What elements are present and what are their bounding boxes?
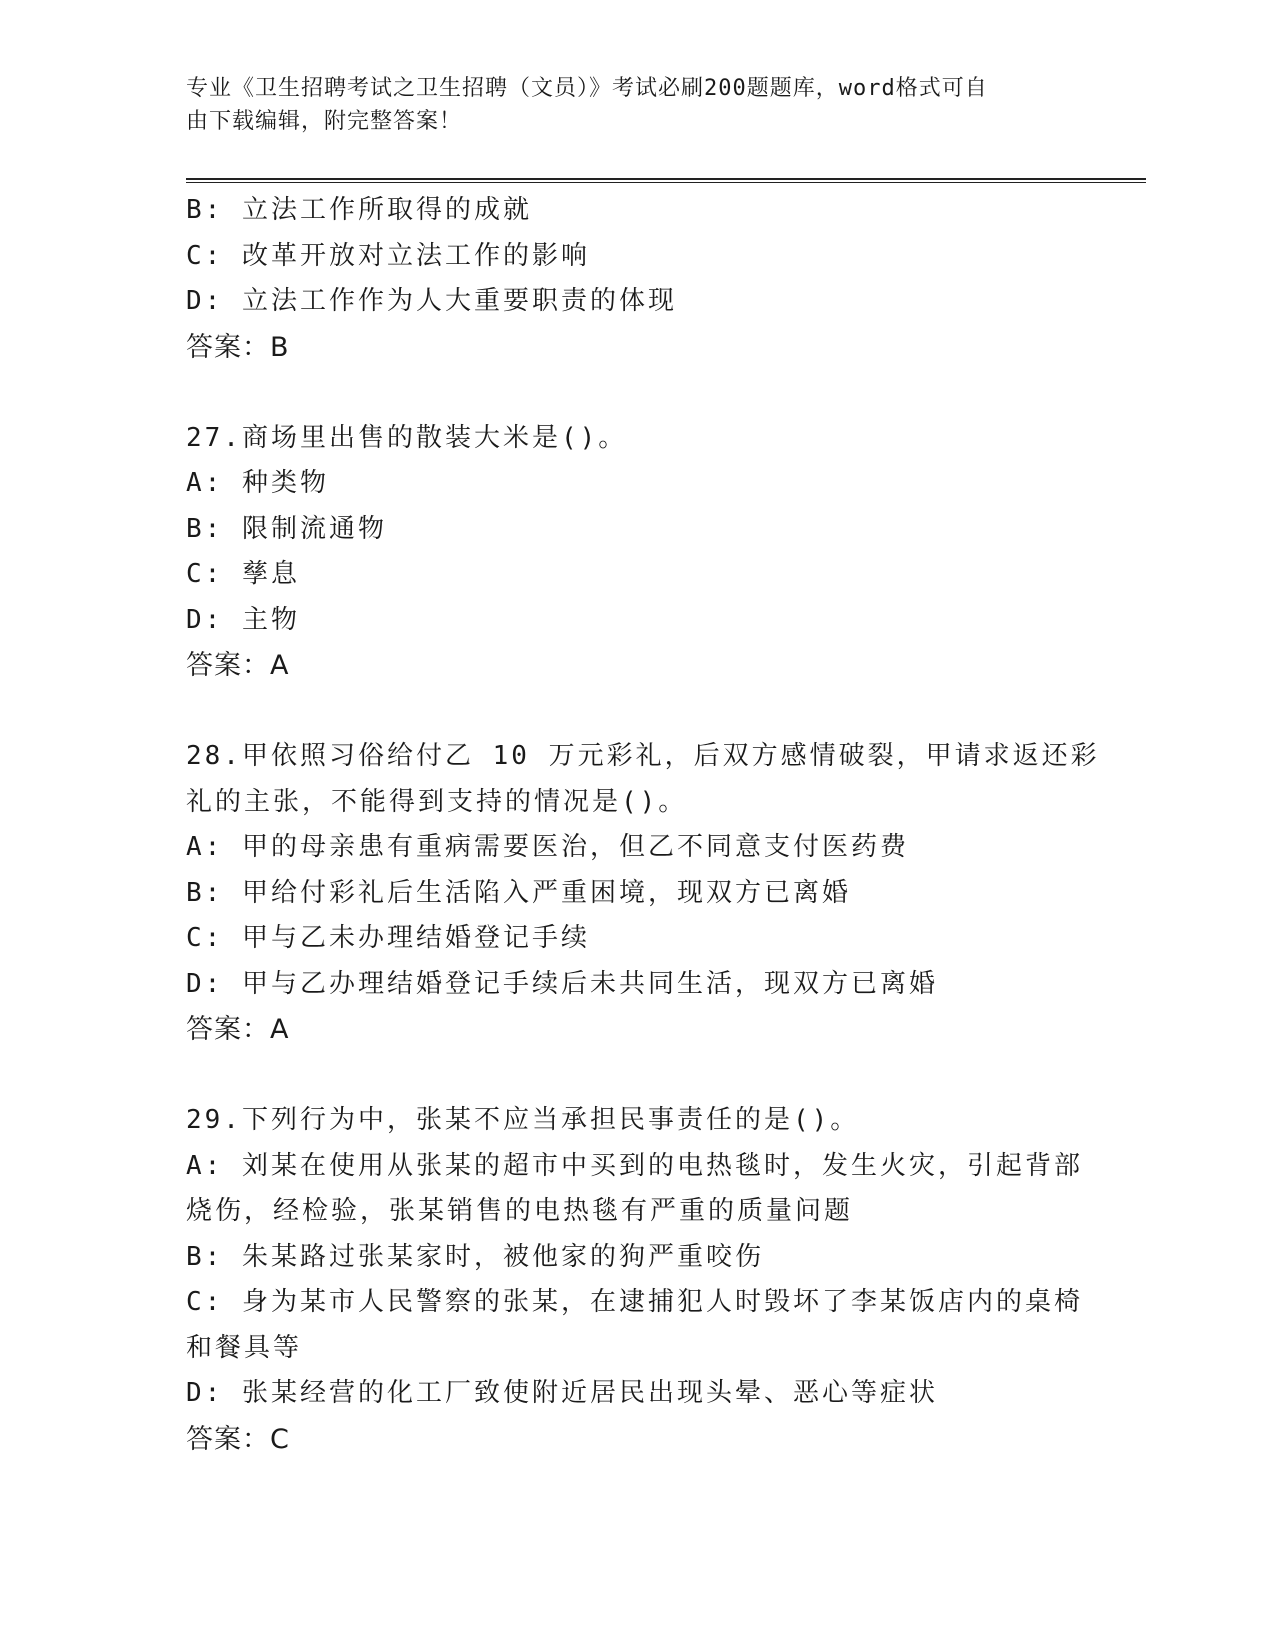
option-b: B: 朱某路过张某家时，被他家的狗严重咬伤 [186,1241,764,1272]
question-list [186,188,1100,1462]
document-header [186,72,1066,138]
answer: 答案：B [186,331,290,363]
option-b: B: 限制流通物 [186,513,387,544]
option-c: C: 孳息 [186,559,300,589]
header-divider [186,178,1146,183]
option-c: C: 改革开放对立法工作的影响 [186,240,590,271]
question-27 [186,416,1086,689]
question-26 [186,188,1086,370]
header-line-2: 由下载编辑，附完整答案！ [186,109,463,134]
option-a-line-1: A: 刘某在使用从张某的超市中买到的电热毯时，发生火灾，引起背部 [186,1150,1083,1181]
option-a: A: 种类物 [186,468,329,498]
spacer [186,370,1086,416]
option-a: A: 甲的母亲患有重病需要医治，但乙不同意支付医药费 [186,832,909,862]
answer: 答案：A [186,1014,290,1045]
answer: 答案：A [186,650,290,681]
option-d: D: 张某经营的化工厂致使附近居民出现头晕、恶心等症状 [186,1378,938,1408]
spacer [186,689,1086,735]
option-d: D: 主物 [186,604,300,635]
header-line-1: 专业《卫生招聘考试之卫生招聘（文员）》考试必刷200题题库，word格式可自 [186,76,988,101]
option-c-line-1: C: 身为某市人民警察的张某，在逮捕犯人时毁坏了李某饭店内的桌椅 [186,1287,1083,1317]
question-28 [186,734,1100,1053]
option-a-line-2: 烧伤，经检验，张某销售的电热毯有严重的质量问题 [186,1196,854,1226]
option-b: B: 立法工作所取得的成就 [186,195,532,225]
answer: 答案：C [186,1423,290,1455]
option-b: B: 甲给付彩礼后生活陷入严重困境，现双方已离婚 [186,877,851,908]
option-d: D: 甲与乙办理结婚登记手续后未共同生活，现双方已离婚 [186,968,938,999]
question-29 [186,1098,1086,1462]
spacer [186,1053,1086,1099]
option-d: D: 立法工作作为人大重要职责的体现 [186,286,677,316]
question-stem: 27.商场里出售的散装大米是()。 [186,422,628,453]
question-stem-line-2: 礼的主张，不能得到支持的情况是()。 [186,786,688,817]
option-c: C: 甲与乙未办理结婚登记手续 [186,923,590,953]
question-stem-line-1: 28.甲依照习俗给付乙 10 万元彩礼，后双方感情破裂，甲请求返还彩 [186,741,1100,771]
option-c-line-2: 和餐具等 [186,1332,303,1363]
question-stem: 29.下列行为中，张某不应当承担民事责任的是()。 [186,1105,860,1135]
